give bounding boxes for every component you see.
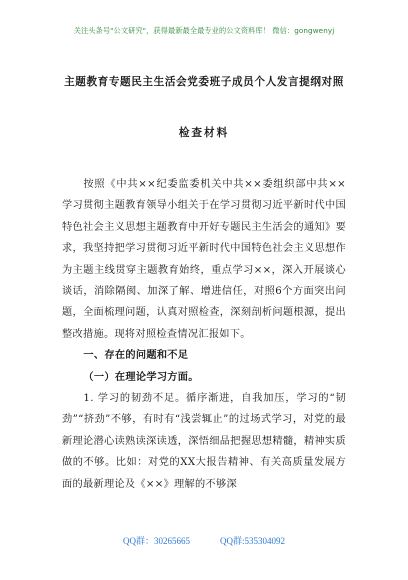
point-paragraph: 1. 学习的韧劲不足。循序渐进，自我加压，学习的“韧劲”“挤劲”不够，有时有“浅尝辄止”的过场式学习，对党的最新理论潜心读熟读深读透，深悟细品把握思想精髓，精神实质做的不够。比如：对党的XX大报告精神、有关高质量发展方面的最新理论及《××》理解的不够深 xyxy=(62,393,346,490)
header-banner: 关注头条号"公文研究"，获得最新最全最专业的公文资料库！ 微信：gongwenyj xyxy=(73,26,335,35)
subsection-heading: （一）在理论学习方面。 xyxy=(83,371,199,383)
document-body xyxy=(62,174,346,495)
intro-paragraph: 按照《中共××纪委监委机关中共××委组织部中共××学习贯彻主题教育领导小组关于在学习贯彻习近平新时代中国特色社会主义思想主题教育中开好专题民主生活会的通知》要求，我坚持把学习贯彻习近平新时代中国特色社会主义思想作为主题主线贯穿主题教育始终，重点学习××，深入开展谈心谈话，消除隔阂、加深了解、增进信任，对照6个方面突出问题，全面梳理问题，认真对照检查，深刻剖析问题根源，提出整改措施。现将对照检查情况汇报如下。 xyxy=(62,179,346,340)
document-title: 主题教育专题民主生活会党委班子成员个人发言提纲对照 xyxy=(64,76,344,88)
document-title-continued: 检查材料 xyxy=(178,127,230,139)
footer-contact xyxy=(0,534,408,547)
footer-qq-group-1: QQ群：30265665 xyxy=(123,536,190,546)
section-heading: 一、存在的问题和不足 xyxy=(83,350,189,362)
footer-qq-group-2: QQ群:535304092 xyxy=(220,536,285,546)
